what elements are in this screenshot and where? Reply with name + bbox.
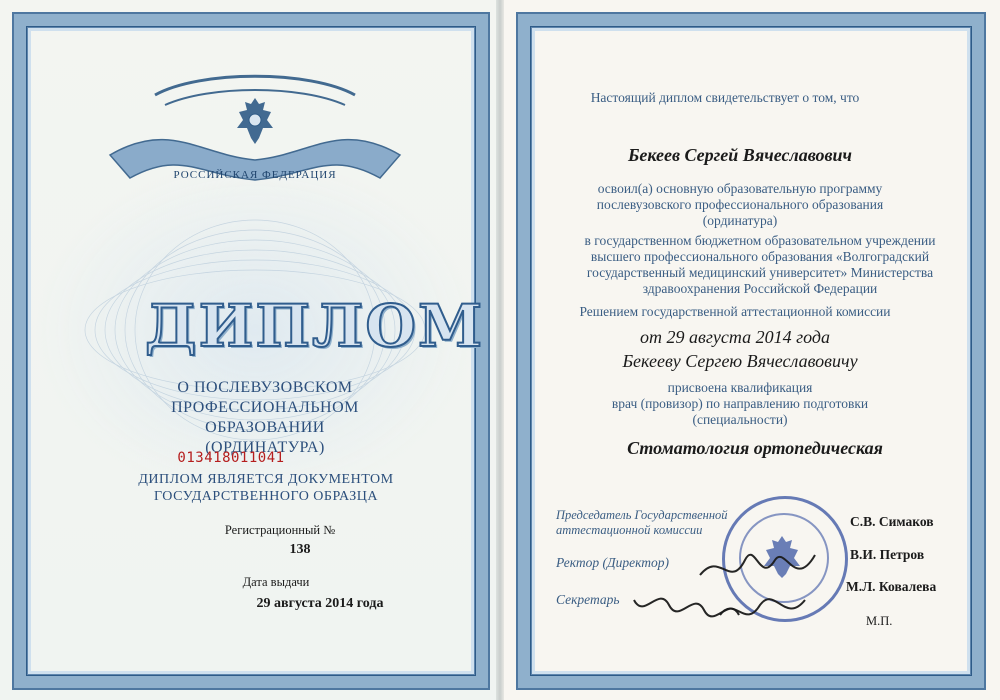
holder-name: Бекеев Сергей Вячеславович: [627, 145, 853, 165]
registration-label: Регистрационный №: [224, 523, 336, 537]
mastered-line-2: послевузовского профессионального образования: [596, 197, 884, 212]
subtitle-line-3: (ОРДИНАТУРА): [205, 439, 325, 456]
mastered-line-1: освоил(а) основную образовательную программу: [597, 181, 883, 196]
mastered-line-3: (ординатура): [702, 213, 778, 228]
institution-line-2: высшего профессионального образования «Волгоградский: [590, 249, 930, 264]
institution-line-3: государственный медицинский университет» Министерства: [586, 265, 934, 280]
mastered-program: [560, 181, 920, 229]
intro-text: Настоящий диплом свидетельствует о том, что: [590, 90, 860, 105]
institution-line-1: в государственном бюджетном образовательном учреждении: [584, 233, 936, 248]
issue-date: 29 августа 2014 года: [256, 596, 384, 611]
decision-date: от 29 августа 2014 года: [640, 327, 830, 347]
secretary-name: М.Л. Ковалева: [846, 579, 937, 594]
double-headed-eagle-icon: [229, 92, 281, 150]
rector-label: Ректор (Директор): [556, 555, 669, 570]
qualification-text: [560, 380, 920, 428]
state-document-note: [126, 471, 406, 505]
registration-number: 138: [289, 542, 311, 557]
issue-date-label: Дата выдачи: [242, 575, 310, 589]
serial-number: 013418011041: [177, 450, 285, 466]
state-emblem: [229, 92, 281, 150]
state-document-line-2: ГОСУДАРСТВЕННОГО ОБРАЗЦА: [154, 489, 378, 504]
qualification-line-2: врач (провизор) по направлению подготовки: [611, 396, 869, 411]
commission-decision: Решением государственной аттестационной комиссии: [579, 304, 891, 319]
institution-line-4: здравоохранения Российской Федерации: [642, 281, 878, 296]
qualification-line-3: (специальности): [692, 412, 788, 427]
secretary-signature: [624, 580, 744, 640]
rector-name: В.И. Петров: [850, 547, 925, 562]
secretary-label: Секретарь: [556, 592, 620, 607]
subtitle-line-2: ПРОФЕССИОНАЛЬНОМ ОБРАЗОВАНИИ: [171, 399, 359, 436]
emblem-ribbon-text: РОССИЙСКАЯ ФЕДЕРАЦИЯ: [173, 169, 337, 181]
seal-place-label: М.П.: [866, 614, 893, 628]
chairman-label-line-1: Председатель Государственной: [556, 508, 728, 522]
state-document-line-1: ДИПЛОМ ЯВЛЯЕТСЯ ДОКУМЕНТОМ: [138, 472, 394, 487]
chairman-label-line-2: аттестационной комиссии: [556, 523, 703, 537]
institution: [560, 233, 960, 297]
holder-name-dative: Бекееву Сергею Вячеславовичу: [622, 351, 858, 371]
subtitle-line-1: О ПОСЛЕВУЗОВСКОМ: [177, 379, 353, 396]
chairman-name: С.В. Симаков: [850, 514, 934, 529]
qualification-line-1: присвоена квалификация: [667, 380, 813, 395]
diploma-subtitle: [120, 378, 410, 458]
diploma-title: ДИПЛОМ: [145, 292, 485, 360]
specialty: Стоматология ортопедическая: [627, 438, 883, 458]
